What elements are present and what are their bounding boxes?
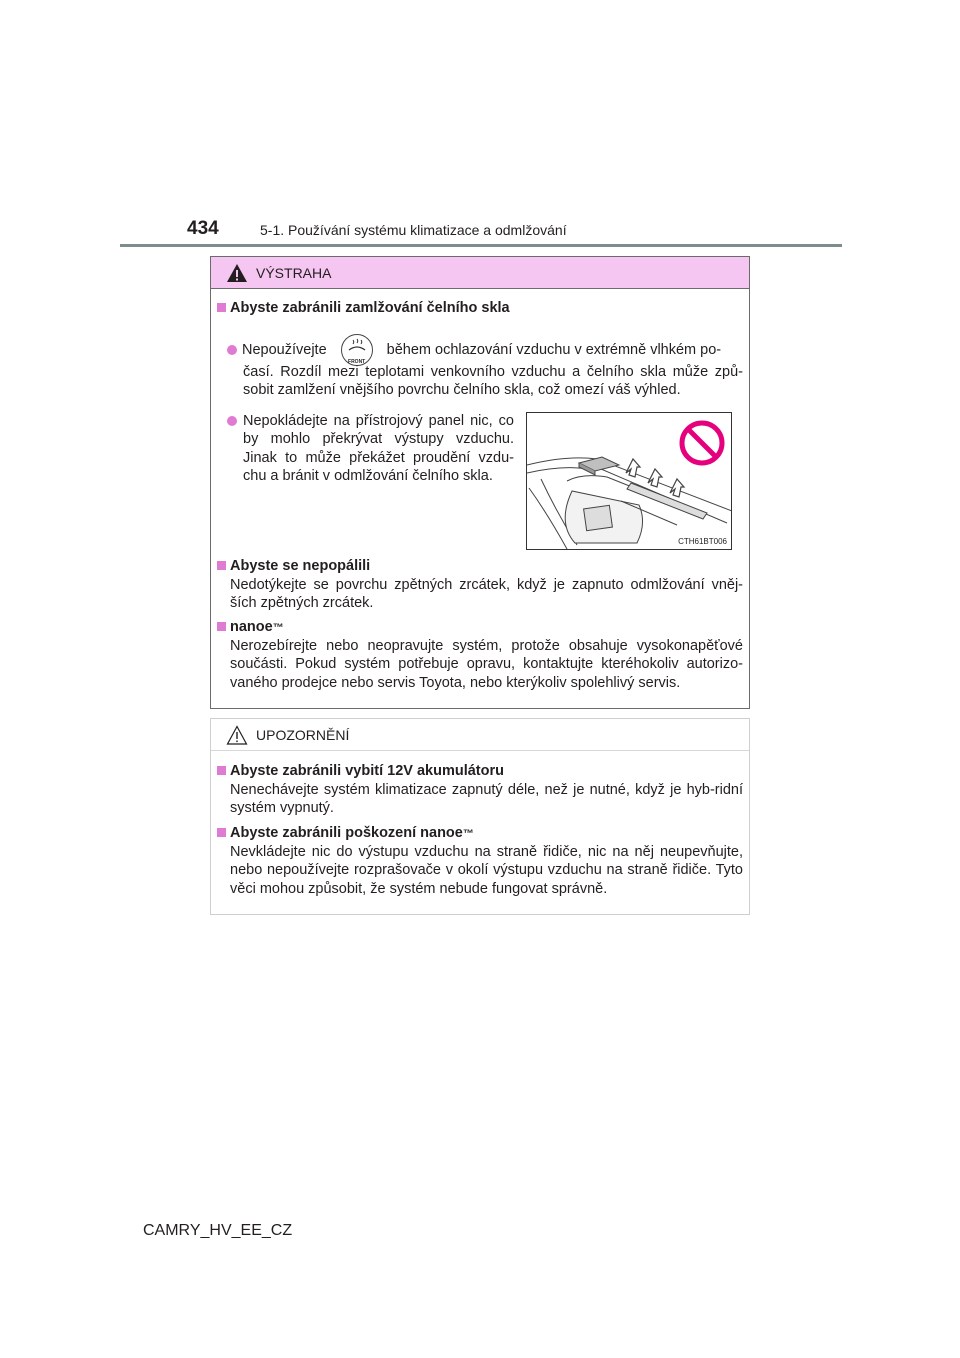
warning-header — [211, 257, 749, 289]
front-label: FRONT — [348, 359, 366, 365]
warning-bullet-1-line: Nepoužívejte FRONT během ochlazování vzduchu v extrémně vlhkém po- — [227, 334, 742, 366]
caution-triangle-icon — [226, 725, 248, 745]
square-bullet-icon — [217, 766, 226, 775]
section-title: 5-1. Používání systému klimatizace a odmlžování — [260, 222, 567, 238]
caution-section-1-heading: Abyste zabránili vybití 12V akumulátoru — [217, 762, 504, 780]
document-code: CAMRY_HV_EE_CZ — [143, 1222, 293, 1239]
square-bullet-icon — [217, 303, 226, 312]
header-rule — [120, 244, 842, 247]
caution-section-2-heading: Abyste zabránili poškození nanoe™ — [217, 824, 474, 843]
warning-bullet-1-text: časí. Rozdíl mezi teplotami venkovního vzduchu a čelního skla může způ-sobit zamlžení vnějšího povrchu čelního skla, což omezí váš výhled. — [243, 364, 743, 399]
caution-section-2-text: Nevkládejte nic do výstupu vzduchu na straně řidiče, nic na něj neupevňujte, nebo nepoužívejte rozprašovače v okolí výstupu vzduchu na straně řidiče. Tyto věci mohou způsobit, že systém nebude fungovat správně. — [230, 844, 743, 897]
warning-section-3-text: Nerozebírejte nebo neopravujte systém, protože obsahuje vysokonapěťové součásti. Pokud systém potřebuje opravu, kontaktujte kteréhokoliv autorizo-vaného prodejce nebo servis Toyota, nebo kterýkoliv spolehlivý servis. — [230, 638, 743, 691]
page-number: 434 — [187, 218, 219, 239]
warning-section-2-text: Nedotýkejte se povrchu zpětných zrcátek, když je zapnuto odmlžování vněj-ších zpětných zrcátek. — [230, 577, 743, 612]
warning-bullet-2: Nepokládejte na přístrojový panel nic, co by mohlo překrývat výstupy vzduchu. Jinak to může překážet proudění vzdu-chu a bránit v odmlžování čelního skla. — [227, 412, 514, 486]
square-bullet-icon — [217, 622, 226, 631]
warning-triangle-icon — [226, 263, 248, 283]
square-bullet-icon — [217, 828, 226, 837]
warning-title: VÝSTRAHA — [256, 264, 332, 281]
dashboard-vent-drawing — [527, 413, 731, 549]
square-bullet-icon — [217, 561, 226, 570]
caution-section-1-text: Nenechávejte systém klimatizace zapnutý déle, než je nutné, když je hyb-ridní systém vypnutý. — [230, 782, 743, 817]
round-bullet-icon — [227, 345, 237, 355]
warning-section-1-heading: Abyste zabránili zamlžování čelního skla — [217, 299, 510, 317]
caution-header — [211, 719, 749, 751]
dashboard-illustration — [526, 412, 732, 550]
front-defroster-icon — [341, 334, 373, 366]
warning-section-3-heading: nanoe™ — [217, 618, 284, 637]
illustration-code: CTH61BT006 — [678, 537, 727, 546]
warning-section-2-heading: Abyste se nepopálili — [217, 557, 370, 575]
caution-title: UPOZORNĚNÍ — [256, 726, 350, 743]
round-bullet-icon — [227, 416, 237, 426]
prohibition-sign-icon — [682, 423, 722, 463]
